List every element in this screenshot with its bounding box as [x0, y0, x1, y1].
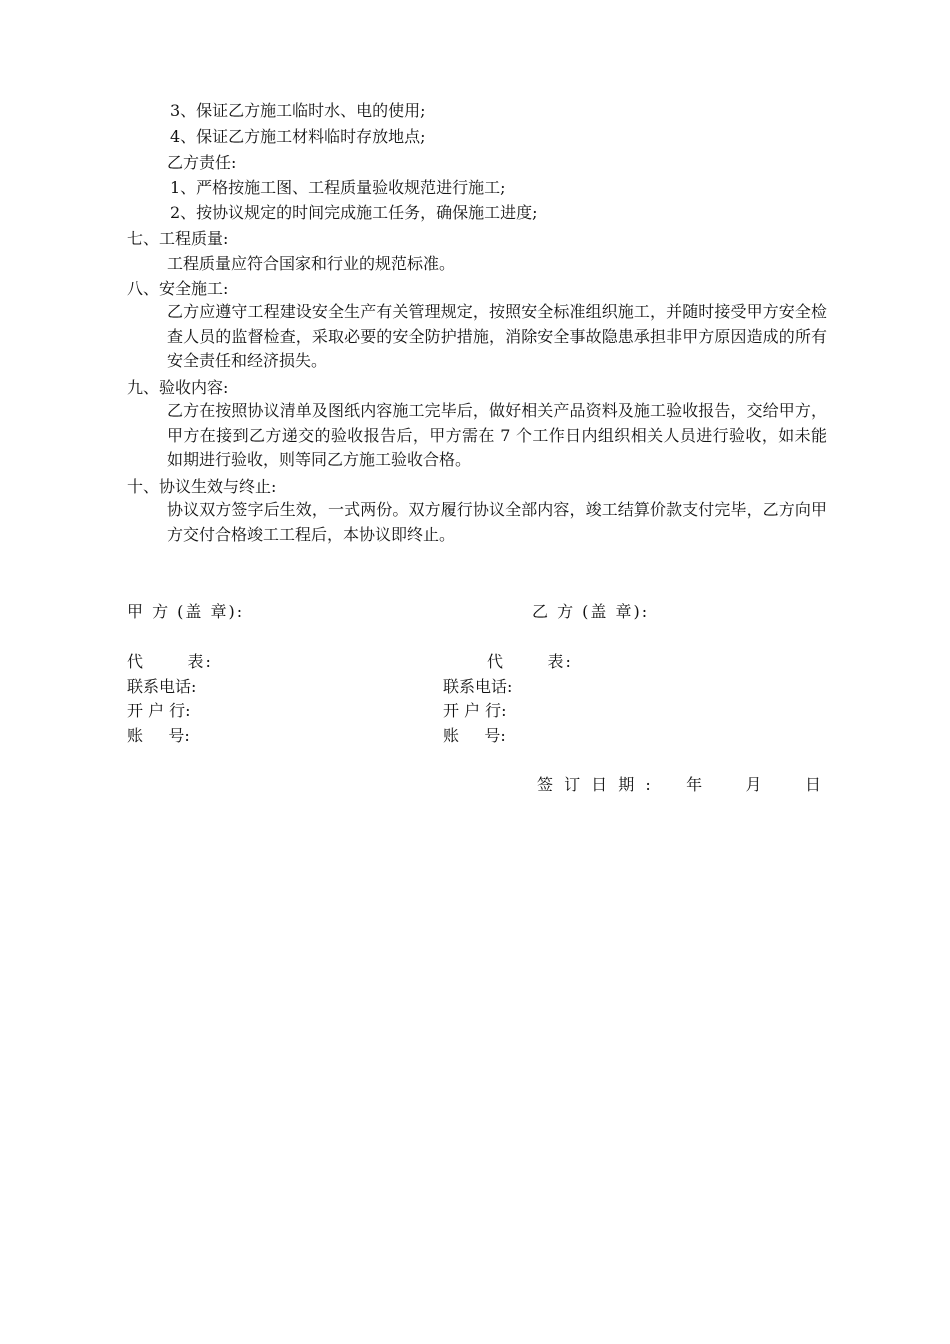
party-b-heading: 乙方责任: — [167, 153, 237, 172]
party-a-phone: 联系电话: — [127, 677, 197, 696]
clause-b1: 1、严格按施工图、工程质量验收规范进行施工; — [170, 178, 506, 197]
clause-a4: 4、保证乙方施工材料临时存放地点; — [170, 127, 426, 146]
section-9-heading: 九、验收内容: — [127, 378, 229, 397]
section-10-heading: 十、协议生效与终止: — [127, 477, 277, 496]
party-b-representative: 代 表: — [487, 652, 573, 671]
party-b-phone: 联系电话: — [443, 677, 513, 696]
party-b-account: 账 号: — [443, 726, 506, 745]
signing-date: 签 订 日 期 : 年 月 日 — [537, 775, 824, 794]
clause-b2: 2、按协议规定的时间完成施工任务，确保施工进度; — [170, 203, 538, 222]
section-10-body: 协议双方签字后生效，一式两份。双方履行协议全部内容，竣工结算价款支付完毕，乙方向甲方交付合格竣工工程后，本协议即终止。 — [167, 500, 827, 544]
section-9-body: 乙方在按照协议清单及图纸内容施工完毕后，做好相关产品资料及施工验收报告，交给甲方，甲方在接到乙方递交的验收报告后，甲方需在 7 个工作日内组织相关人员进行验收，如未能如期进行验收，则等同乙方施工验收合格。 — [167, 401, 827, 469]
section-7-body: 工程质量应符合国家和行业的规范标准。 — [167, 254, 456, 273]
party-a-bank: 开 户 行: — [127, 701, 191, 720]
section-8-body: 乙方应遵守工程建设安全生产有关管理规定，按照安全标准组织施工，并随时接受甲方安全检查人员的监督检查，采取必要的安全防护措施，消除安全事故隐患承担非甲方原因造成的所有安全责任和经济损失。 — [167, 302, 827, 370]
clause-a3: 3、保证乙方施工临时水、电的使用; — [170, 101, 426, 120]
party-a-account: 账 号: — [127, 726, 190, 745]
section-7-heading: 七、工程质量: — [127, 229, 229, 248]
party-b-stamp: 乙 方 (盖 章): — [532, 602, 650, 621]
section-8-heading: 八、安全施工: — [127, 279, 229, 298]
party-b-bank: 开 户 行: — [443, 701, 507, 720]
party-a-stamp: 甲 方 (盖 章): — [127, 602, 245, 621]
party-a-representative: 代 表: — [127, 652, 213, 671]
